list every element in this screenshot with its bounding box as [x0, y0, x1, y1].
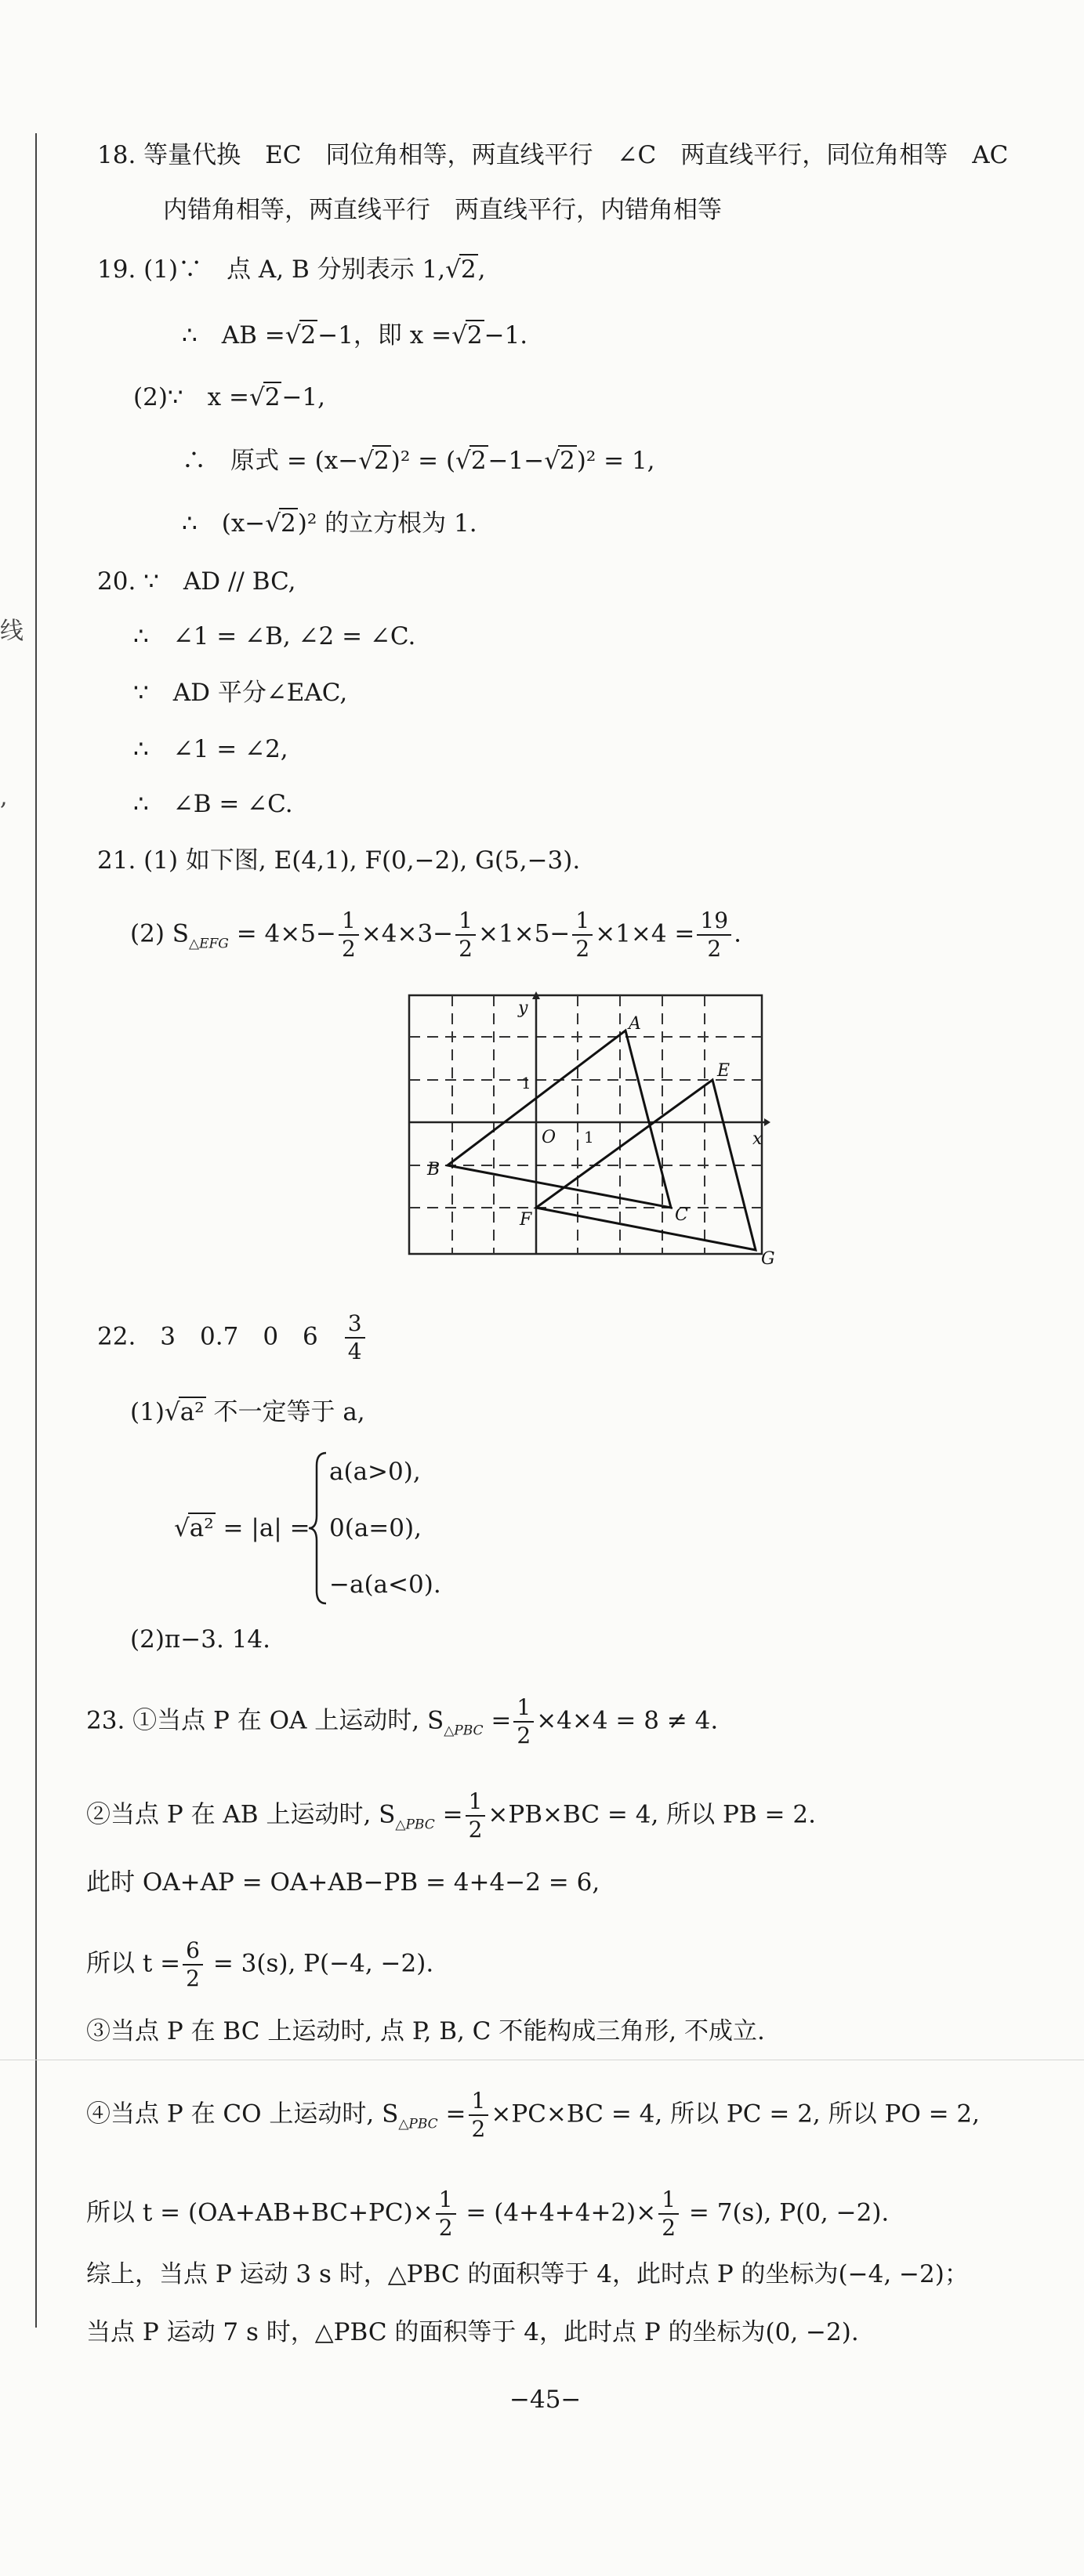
label-one-x: 1 [584, 1128, 594, 1147]
cases-brace [307, 1450, 329, 1607]
label-B: B [427, 1160, 440, 1179]
q23-line5: ③当点 P 在 BC 上运动时, 点 P, B, C 不能构成三角形, 不成立. [86, 2017, 765, 2045]
label-C: C [675, 1205, 688, 1225]
q21-line2: (2) $S_{\triangle EFG} = 4\times 5-$ $\frac{1}{2}$ ×4×3− $\frac{1}{2}$ ×1×5− $\frac{1}{2}$ ×1×4 = $\frac{19}{2}$ . [130, 908, 741, 962]
q19-line3: (2)∵ x =√2−1, [133, 383, 326, 411]
q19-line5: ∴ (x−√2)² 的立方根为 1. [182, 509, 477, 538]
q22-line2: (1)√a² 不一定等于 a, [130, 1398, 365, 1426]
q19-line1: 19. (1)∵ 点 A, B 分别表示 1,√2, [97, 255, 486, 284]
q20-line5: ∴ ∠B = ∠C. [133, 790, 293, 818]
q22-line3: √a² = |a| = [174, 1514, 310, 1542]
q20-line4: ∴ ∠1 = ∠2, [133, 735, 288, 763]
q23-line8: 综上，当点 P 运动 3 s 时，△PBC 的面积等于 4，此时点 P 的坐标为(−4, −2)； [86, 2260, 969, 2288]
label-y: y [518, 998, 528, 1018]
label-E: E [717, 1061, 731, 1081]
side-comma: , [0, 784, 8, 811]
side-char: 线 [0, 618, 24, 645]
q20-line3: ∵ AD 平分∠EAC, [133, 679, 348, 707]
q23-line4: 所以 t = $\frac{6}{2}$ = 3(s), P(−4, −2). [86, 1937, 434, 1991]
page-number: −45− [509, 2386, 582, 2414]
q18-line1: 18. 等量代换 EC 同位角相等，两直线平行 ∠C 两直线平行，同位角相等 AC [97, 141, 1009, 169]
q23-line1: 23. ①当点 P 在 OA 上运动时, $S_{\triangle PBC}$ = $\frac{1}{2}$ ×4×4 = 8 ≠ 4. [86, 1694, 719, 1748]
label-one-y: 1 [521, 1074, 531, 1092]
label-A: A [629, 1014, 641, 1034]
label-O: O [542, 1128, 557, 1147]
case-zero: 0(a=0), [329, 1514, 422, 1542]
q23-line2: ②当点 P 在 AB 上运动时, $S_{\triangle PBC}$ = $\frac{1}{2}$ ×PB×BC = 4, 所以 PB = 2. [86, 1788, 816, 1842]
label-x: x [752, 1129, 763, 1149]
label-F: F [520, 1210, 532, 1230]
label-G: G [761, 1249, 775, 1269]
q20-line2: ∴ ∠1 = ∠B, ∠2 = ∠C. [133, 622, 416, 650]
q22-line1: 22. 3 0.7 0 6 $\frac{3}{4}$ [97, 1310, 368, 1365]
binding-line [35, 133, 37, 2328]
q19-line4: ∴ 原式 = (x−√2)² = (√2−1−√2)² = 1, [182, 447, 655, 475]
q23-line9: 当点 P 运动 7 s 时，△PBC 的面积等于 4，此时点 P 的坐标为(0, −2). [86, 2318, 859, 2346]
q23-line7: 所以 t = (OA+AB+BC+PC)× $\frac{1}{2}$ = (4+4+4+2)× $\frac{1}{2}$ = 7(s), P(0, −2). [86, 2187, 890, 2241]
q21-line1: 21. (1) 如下图, E(4,1), F(0,−2), G(5,−3). [97, 846, 581, 875]
coordinate-figure [404, 991, 775, 1269]
case-positive: a(a>0), [329, 1458, 421, 1486]
q19-line2: ∴ AB =√2−1，即 x =√2−1. [182, 321, 528, 350]
q23-line6: ④当点 P 在 CO 上运动时, $S_{\triangle PBC}$ = $\frac{1}{2}$ ×PC×BC = 4, 所以 PC = 2, 所以 PO = 2, [86, 2088, 981, 2142]
q18-line2: 内错角相等，两直线平行 两直线平行，内错角相等 [163, 196, 722, 224]
q23-line3: 此时 OA+AP = OA+AB−PB = 4+4−2 = 6, [86, 1868, 600, 1897]
q20-line1: 20. ∵ AD // BC, [97, 567, 296, 596]
case-negative: −a(a<0). [329, 1571, 441, 1599]
q22-line4: (2)π−3. 14. [130, 1625, 270, 1654]
